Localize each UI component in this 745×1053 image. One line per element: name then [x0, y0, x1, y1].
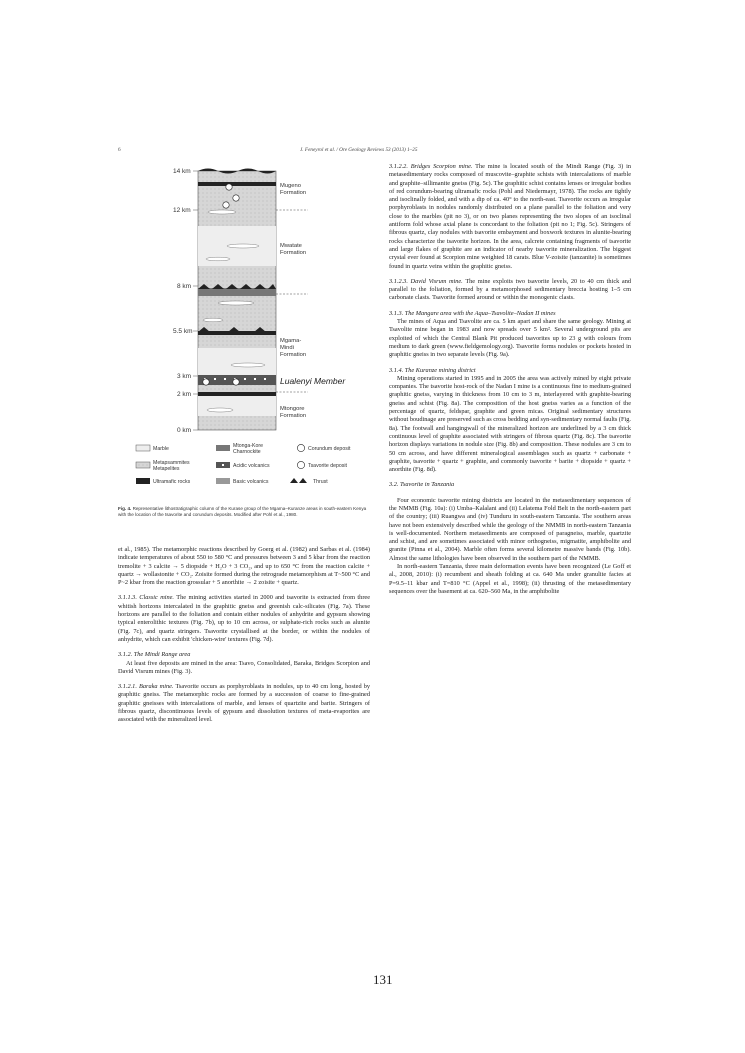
paragraph: The mines of Aqua and Tsavolite are ca. 5 km apart and share the same geology. Mining at Tsavolite mine began in 1983 and now spreads over 5 km². Several underground pits are exploited of which the Central Blank Pit produced tsavorites up to 23 g with colours from medium to dark green (www.fieldgemology.org). Tsavorite forms nodules or pockets hosted in graphitic gneiss in two separate levels (Fig. 9a). [389, 318, 631, 359]
charnockite-band [198, 288, 276, 296]
legend-basic: Basic volcanics [233, 479, 269, 485]
running-page-number: 6 [118, 147, 121, 153]
stratigraphic-column-figure [118, 160, 370, 500]
paragraph: Tsavorite occurs as porphyroblasts in nodules, up to 40 cm long, hosted by graphitic gneiss. The metamorphic rocks are formed by a succession of coarse to fine-grained graphitic gneisses with intercalations of marble, and lenses of quartzite and barite. Stringers of fibrous quartz, discontinuous levels of gypsum and dissolution textures of meta-evaporites are associated with the mineralized level. [118, 683, 370, 724]
depth-label: 5.5 km [173, 328, 193, 335]
section-heading: 3.1.3. The Mangare area with the Aqua–Tsavolite–Nadan II mines [389, 309, 556, 317]
paragraph: et al., 1985). The metamorphic reactions described by Goerg et al. (1982) and Sarbas et al. (1984) indicate temperatures of about 550 to 580 °C and pressures between 3 and 5 kbar from the reaction tremolite + 3 calcite → 5 diopside + H₂O + 3 CO₂, and up to 650 °C from the reaction calcite + quartz → wollastonite + CO₂. Zoisite formed during the retrograde metamorphism at T~500 °C and P~2 kbar from the reaction grossular + 5 anorthite → 2 zoisite + quartz. [118, 546, 370, 587]
depth-label: 3 km [177, 373, 192, 380]
lens [203, 318, 223, 322]
caption-label: Fig. 4. [118, 506, 132, 511]
right-column [389, 163, 631, 596]
lens [208, 210, 236, 214]
section-heading: 3.1.1.3. Classic mine. [118, 594, 175, 602]
formation-label-lualenyi: Lualenyi Member [280, 376, 346, 386]
ultramafic-band [198, 392, 276, 396]
formation-label-mugeno: Mugeno Formation [280, 183, 307, 196]
paragraph: The mine exploits two tsavorite levels, 20 to 40 cm thick and parallel to the foliation, formed by a metamorphosed sedimentary breccia hosting 1–5 cm carbonate clasts. Tsavorite formed around or within the monogenic clasts. [389, 277, 631, 302]
paragraph: Four economic tsavorite mining districts are located in the metasedimentary sequences of the NMMB (Fig. 10a): (i) Umba–Kalalani and (ii) Lelatema Fold Belt in the north-eastern part of the country; (iii) Ruangwa and (iv) Tunduru in south-eastern Tanzania. The southern areas have not been extensively described while the geology of the NMMB in north-eastern Tanzania is well-documented. Northern metasediments are composed of paragneiss, marble, quartzite and schist, and are sometimes associated with minor orthogneiss, migmatite, amphibolite and granite (Pinna et al., 2004). Marble often forms several kilometre massive bands (Fig. 10b). Almost the same lithologies have been observed in the southern part of the NMMB. [389, 496, 631, 562]
paragraph: The mining activities started in 2000 and tsavorite is extracted from three whitish horizons intercalated in the graphitic gneiss and greenish calc-silicates (Fig. 7a). These horizons are parallel to the foliation and contain either nodules of anhydrite and gypsum showing typical enterolithic textures (Fig. 7b), up to 10 cm across, or sulphate-rich rocks such as alunite (Fig. 7c), and quartz stringers. Tsavorite crystallised at the border, or within the nodules of anhydrite, which can exhibit 'chicken-wire' textures (Fig. 7d). [118, 594, 370, 643]
marble-layer [198, 396, 276, 416]
depth-label: 14 km [173, 168, 191, 175]
depth-label: 12 km [173, 207, 191, 214]
section-heading: 3.1.2.3. David Visrum mine. [389, 277, 463, 285]
legend-corundum: Corundum deposit [308, 446, 351, 452]
paragraph: At least five deposits are mined in the area: Tsavo, Consolidated, Baraka, Bridges Scorpion and David Visrum mines (Fig. 3). [118, 659, 370, 675]
depth-label: 2 km [177, 391, 192, 398]
section-heading: 3.1.4. The Kuranze mining district [389, 366, 476, 374]
figure-caption [118, 506, 370, 518]
lens [206, 257, 230, 261]
legend-tsavorite: Tsavorite deposit [308, 463, 347, 469]
left-column [118, 546, 370, 725]
page-number: 131 [373, 972, 393, 987]
lens [227, 244, 259, 248]
lens [207, 408, 233, 412]
formation-label-mwatate: Mwatate Formation [280, 243, 307, 256]
section-heading: 3.1.2.1. Baraka mine. [118, 683, 174, 691]
running-header-journal: J. Feneyrol et al. / Ore Geology Reviews 53 (2013) 1–25 [300, 147, 418, 153]
legend-marble: Marble [153, 446, 169, 452]
paragraph: The mine is located south of the Mindi Range (Fig. 3) in metasedimentary rocks composed of muscovite–graphite schists with intercalations of marble and graphite–sillimanite gneiss (Fig. 5c). The graphitic schist contains lenses or irregular bodies of red corundum-bearing ultramafic rocks (Pohl and Niedermayr, 1978). The rocks are tightly and isoclinally folded, and with a dip of ca. 40° to the north-east. Tsavorite occurs as irregular porphyroblasts in nodules randomly distributed on a plane parallel to the foliation and very close to the marbles (pit no 3), or on two planes representing the two slopes of an isoclinal antiform fold whose axial plane is concordant to the foliation (pit no 1; Fig. 5c). Stringers of fibrous quartz, clay nodules with tsavorite embayment and boxwork textures in alunite-bearing rocks characterize the tsavorite horizon. In the area, calcrete containing fragments of tsavorite and large flakes of graphite are an indicator of nearby tsavorite mineralization. The biggest crystal ever found at Scorpion mine weighted 18 carats. Blue V-zoisite (tanzanite) is sometimes found in quartz veins within the graphitic gneiss. [389, 163, 631, 270]
legend-acidic: Acidic volcanics [233, 463, 270, 469]
section-heading: 3.1.2. The Mindi Range area [118, 651, 191, 659]
legend-metapsammites: Metapsammites Metapelites [153, 460, 190, 472]
lens [231, 363, 265, 367]
depth-label: 0 km [177, 427, 192, 434]
section-heading: 3.1.2.2. Bridges Scorpion mine. [389, 163, 473, 170]
legend-mtonga: Mtonga-Kore Charnockite [233, 443, 263, 455]
column-body [198, 171, 276, 430]
caption-text: Representative lithostratigraphic column of the Kurase group of the Mgama–Kuranze areas in south-eastern Kenya with the location of the tsavorite and corundum deposits. Modified after Pohl et al., 1980. [118, 506, 367, 518]
depth-label: 8 km [177, 283, 192, 290]
formation-label-mtongore: Mtongore Formation [280, 406, 307, 419]
paragraph: In north-eastern Tanzania, three main deformation events have been recognized (Le Goff et al., 2008, 2010): (i) recumbent and sheath folding at ca. 640 Ma under granulite facies at P=9.5–11 kbar and T=810 °C (Appel et al., 1998); (ii) thrusting of the metasedimentary sequences over the basement at ca. 620–560 Ma, in the amphibolite [389, 563, 631, 595]
paragraph: Mining operations started in 1995 and in 2005 the area was actively mined by eight private companies. The tsavorite host-rock of the Nadan I mine is a continuous fine to medium-grained graphitic gneiss, varying in thickness from 10 cm to 3 m, interlayered with graphite-bearing gneiss and schist (Fig. 8a). The composition of the host gneiss varies as a function of the percentage of quartz, feldspar, graphite and green micas. Original sedimentary structures without boudinage are preserved such as cross bedding and syn-sedimentary normal faults (Fig. 8a). The footwall and hangingwall of the mineralized horizon are underlined by a 3 cm thick continuous level of graphite associated with stringers of fibrous quartz (Fig. 8c). The tsavorite horizon displays variations in nodule size (Fig. 8b) and composition. These nodules are 3 cm to 50 cm across, and have different mineralogical assemblages such as quartz + carbonate + graphite, tsavorite + quartz + graphite, and commonly tsavorite + barite + diopside + quartz + anorthite (Fig. 8d). [389, 374, 631, 474]
legend-ultramafic: Ultramafic rocks [153, 479, 191, 485]
formation-label-mgama: Mgama-Mindi Formation [280, 338, 307, 358]
lens [218, 301, 254, 305]
legend-thrust: Thrust [313, 479, 328, 485]
section-heading: 3.2. Tsavorite in Tanzania [389, 481, 455, 489]
ultramafic-band [198, 182, 276, 186]
